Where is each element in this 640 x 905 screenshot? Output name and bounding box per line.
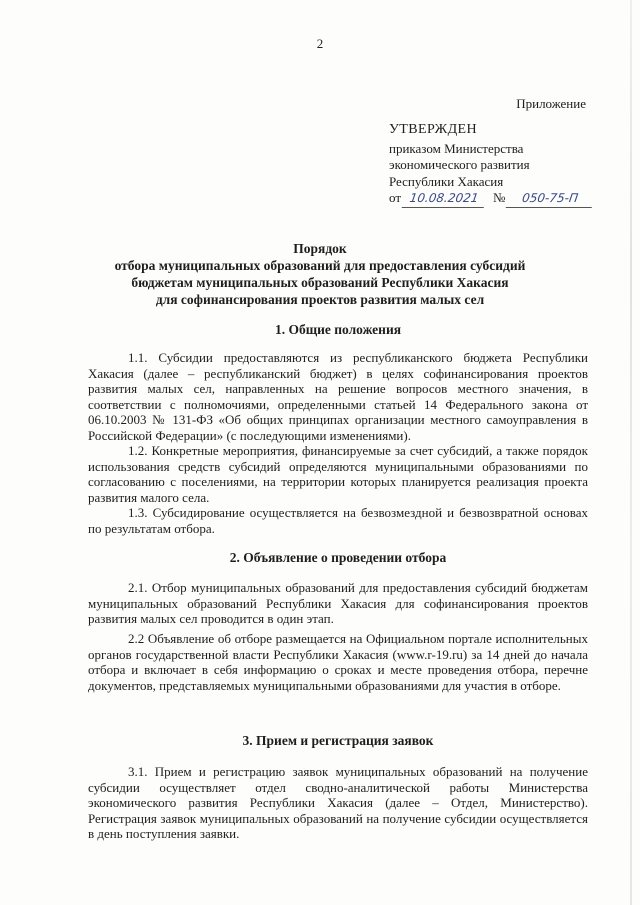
paragraph: 3.1. Прием и регистрацию заявок муниципальных образований на получение субсидии осуществляет отдел сводно-аналитической работы Министерства экономического развития Республики Хакасия (далее – Отдел, Министерство). Регистрация заявок муниципальных образований на получение субсидии осуществляется в день поступления заявки.: [88, 764, 588, 842]
handwritten-number: 050-75-П: [506, 190, 594, 208]
handwritten-date: 10.08.2021: [402, 190, 486, 208]
paragraph: 1.3. Субсидирование осуществляется на безвозмездной и безвозвратной основах по результатам отбора.: [88, 505, 588, 536]
from-label: от: [389, 190, 402, 205]
section-heading: 1. Общие положения: [274, 322, 402, 337]
scan-edge: [630, 0, 632, 905]
number-label: №: [493, 190, 506, 205]
title-line: Порядок: [293, 241, 347, 256]
approval-heading: УТВЕРЖДЕН: [389, 122, 478, 137]
approval-block: [389, 122, 593, 208]
approval-line: экономического развития: [389, 157, 530, 172]
title-line: бюджетам муниципальных образований Республики Хакасия: [131, 275, 509, 290]
paragraph: 2.2 Объявление об отборе размещается на Официальном портале исполнительных органов государственной власти Республики Хакасия (www.r-19.ru) за 14 дней до начала отбора и включает в себя информацию о сроках и месте проведения отбора, перечне документов, представляемых муниципальными образованиями для участия в отборе.: [88, 631, 588, 693]
title-line: отбора муниципальных образований для предоставления субсидий: [114, 258, 526, 273]
paragraph: 1.2. Конкретные мероприятия, финансируемые за счет субсидий, а также порядок использования средств субсидий определяются муниципальными образованиями по согласованию с поселениями, на территории которых планируется реализация проекта развития малого села.: [88, 443, 588, 505]
paragraph: 2.1. Отбор муниципальных образований для предоставления субсидий бюджетам муниципальных образований Республики Хакасия для софинансирования проектов развития малых сел проводится в один этап.: [88, 580, 588, 627]
approval-date-number-row: [389, 190, 593, 208]
approval-line: приказом Министерства: [389, 140, 524, 156]
paragraph: 1.1. Субсидии предоставляются из республиканского бюджета Республики Хакасия (далее – республиканский бюджет) в целях софинансирования проектов развития малых сел, направленных на решение вопросов местного значения, в соответствии с полномочиями, определенными статьей 14 Федерального закона от 06.10.2003 № 131-ФЗ «Об общих принципах организации местного самоуправления в Российской Федерации» (с последующими изменениями).: [88, 350, 588, 443]
section-heading: 2. Объявление о проведении отбора: [229, 550, 447, 565]
page-number: 2: [316, 36, 324, 51]
section-heading: 3. Прием и регистрация заявок: [242, 733, 434, 748]
document-title: [60, 240, 580, 308]
title-line: для софинансирования проектов развития малых сел: [155, 292, 485, 307]
appendix-label: Приложение: [516, 96, 586, 111]
approval-line: Республики Хакасия: [389, 173, 504, 189]
